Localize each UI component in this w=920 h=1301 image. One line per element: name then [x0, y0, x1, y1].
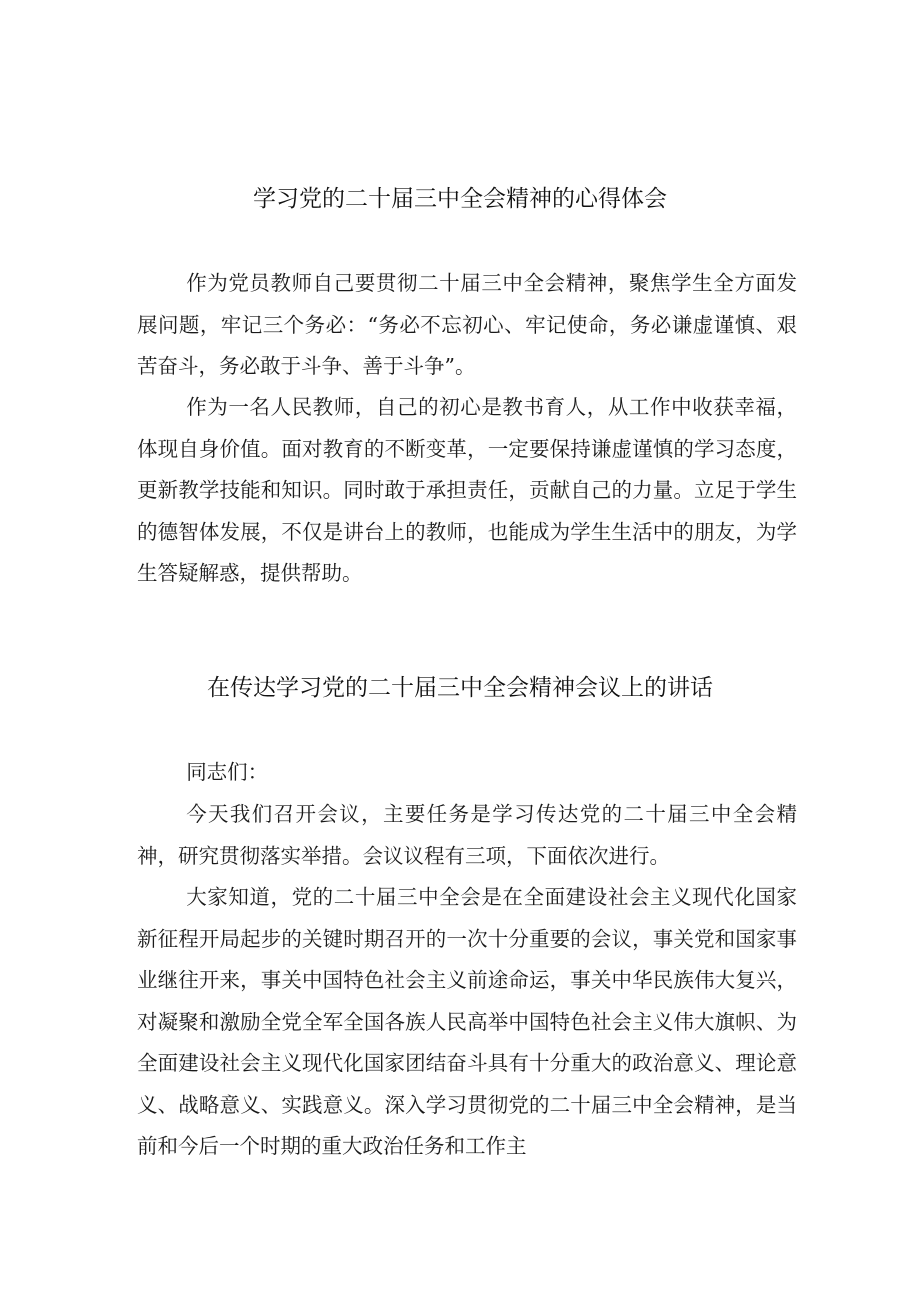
section-2-paragraph-2: 大家知道，党的二十届三中全会是在全面建设社会主义现代化国家新征程开局起步的关键时期召开的一次十分重要的会议，事关党和国家事业继往开来，事关中国特色社会主义前途命运，事关中华民族伟大复兴，对凝聚和激励全党全军全国各族人民高举中国特色社会主义伟大旗帜、为全面建设社会主义现代化国家团结奋斗具有十分重大的政治意义、理论意义、战略意义、实践意义。深入学习贯彻党的二十届三中全会精神，是当前和今后一个时期的重大政治任务和工作主: [137, 885, 797, 1158]
section-1-paragraph-1: 作为党员教师自己要贯彻二十届三中全会精神，聚焦学生全方面发展问题，牢记三个务必：“务必不忘初心、牢记使命，务必谦虚谨慎、艰苦奋斗，务必敢于斗争、善于斗争”。: [137, 271, 797, 378]
section-2-paragraph-1: 今天我们召开会议，主要任务是学习传达党的二十届三中全会精神，研究贯彻落实举措。会议议程有三项，下面依次进行。: [137, 802, 797, 868]
section-1-paragraph-2: 作为一名人民教师，自己的初心是教书育人，从工作中收获幸福，体现自身价值。面对教育的不断变革，一定要保持谦虚谨慎的学习态度，更新教学技能和知识。同时敢于承担责任，贡献自己的力量。立足于学生的德智体发展，不仅是讲台上的教师，也能成为学生生活中的朋友，为学生答疑解惑，提供帮助。: [137, 395, 797, 585]
section-1-title: 学习党的二十届三中全会精神的心得体会: [253, 186, 667, 212]
section-2-salutation: 同志们：: [186, 760, 269, 784]
section-2-title: 在传达学习党的二十届三中全会精神会议上的讲话: [207, 675, 713, 701]
